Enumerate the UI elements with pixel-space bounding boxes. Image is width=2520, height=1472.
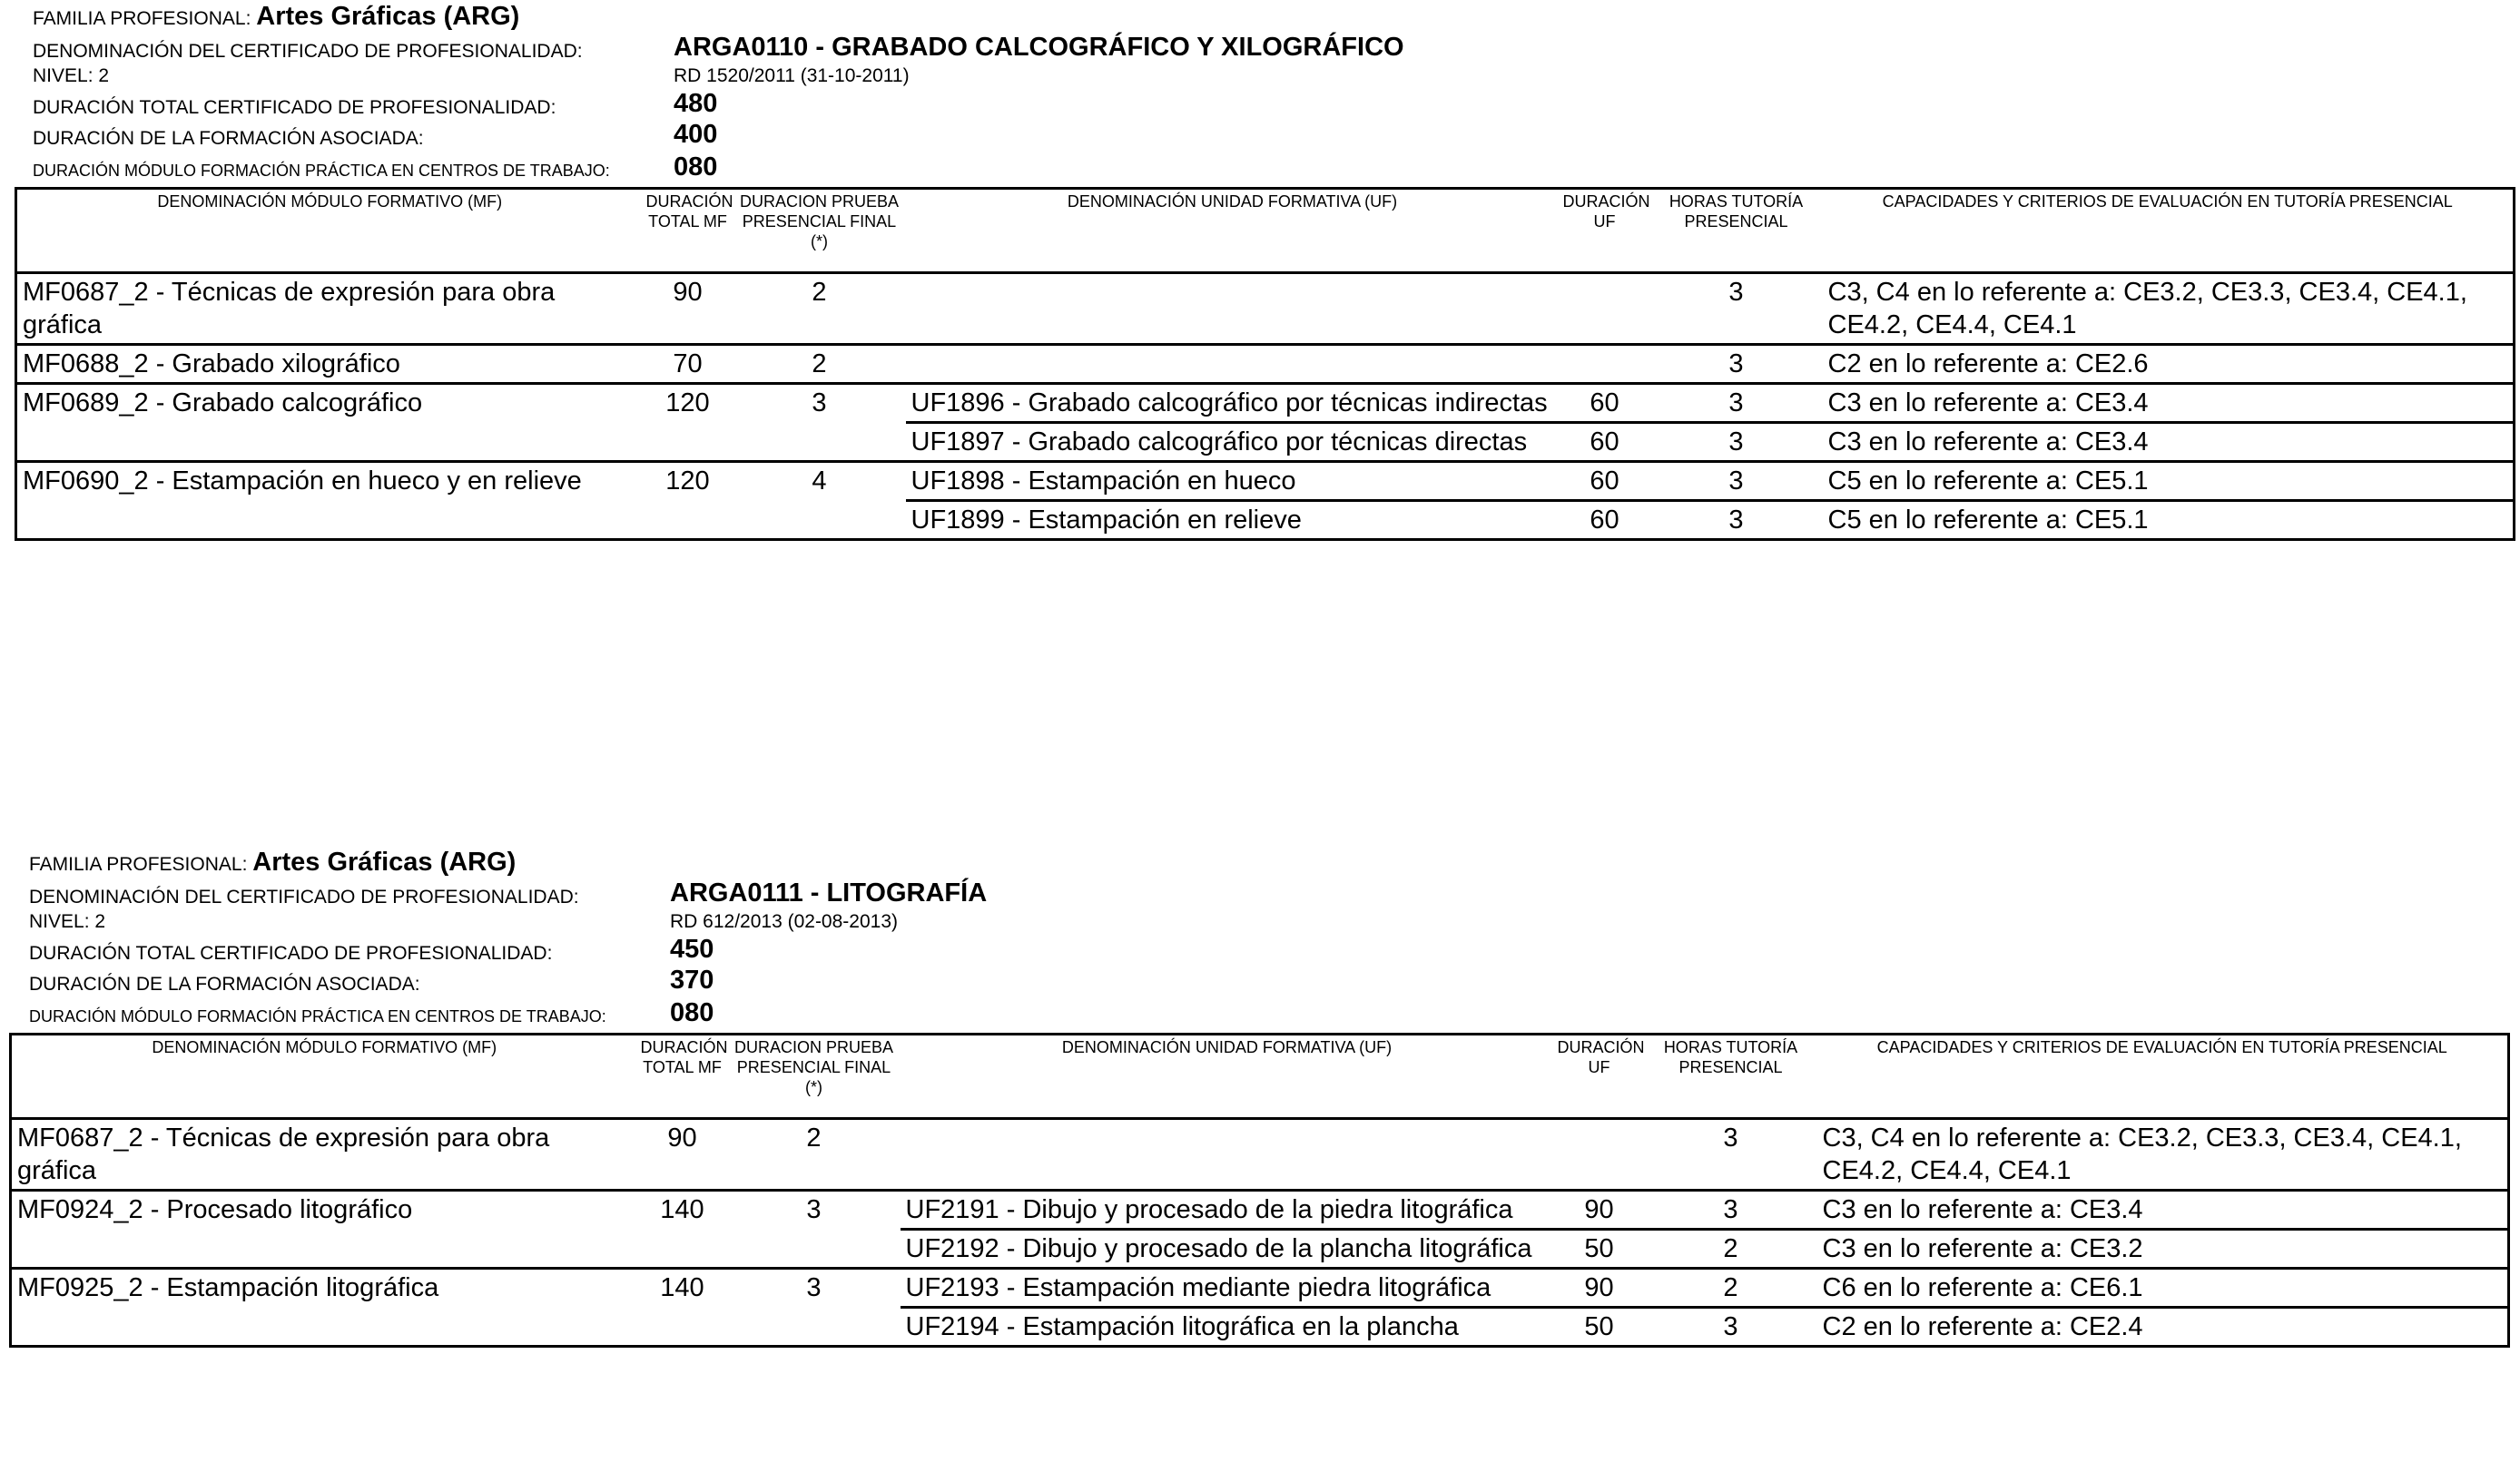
unit-duration [1554, 1119, 1645, 1191]
tutoring-hours: 3 [1723, 1124, 1738, 1153]
unit-name: UF1896 - Grabado calcográfico por técnicas indirectas [906, 384, 1560, 423]
nivel-label: NIVEL: 2 [33, 65, 110, 86]
module-name: MF0925_2 - Estampación litográfica [11, 1269, 637, 1347]
unit-duration: 60 [1560, 501, 1650, 540]
col-header-uf: DENOMINACIÓN UNIDAD FORMATIVA (UF) [906, 189, 1560, 273]
table-row [16, 273, 2515, 345]
col-header-dur-mf: DURACIÓN TOTAL MF [643, 189, 733, 273]
table-row [11, 1191, 2509, 1230]
tutoring-hours: 3 [1728, 278, 1744, 307]
col-header-dur-uf: DURACIÓN UF [1560, 189, 1650, 273]
exam-duration: 2 [806, 1124, 822, 1153]
col-header-prueba: DURACION PRUEBA PRESENCIAL FINAL (*) [733, 189, 906, 273]
duracion-total-value: 450 [670, 935, 714, 964]
duracion-formacion-label: DURACIÓN DE LA FORMACIÓN ASOCIADA: [33, 128, 424, 149]
table-row [11, 1269, 2509, 1308]
tutoring-hours: 3 [1650, 462, 1823, 501]
unit-duration: 60 [1560, 423, 1650, 462]
unit-name [906, 345, 1560, 384]
familia-label: FAMILIA PROFESIONAL: [29, 854, 248, 875]
table-header-row [16, 189, 2515, 273]
module-duration: 140 [637, 1269, 728, 1347]
tutoring-hours: 2 [1645, 1269, 1817, 1308]
duracion-formacion-label: DURACIÓN DE LA FORMACIÓN ASOCIADA: [29, 974, 420, 995]
tutoring-hours: 3 [1650, 501, 1823, 540]
familia-value: Artes Gráficas (ARG) [256, 2, 520, 31]
module-duration: 120 [643, 384, 733, 462]
module-duration: 70 [643, 345, 733, 384]
nivel-label: NIVEL: 2 [29, 911, 106, 932]
tutoring-hours: 3 [1645, 1191, 1817, 1230]
rd-reference: RD 1520/2011 (31-10-2011) [674, 65, 910, 86]
criteria: C3, C4 en lo referente a: CE3.2, CE3.3, CE3.4, CE4.1, CE4.2, CE4.4, CE4.1 [1827, 278, 2467, 339]
unit-name: UF1897 - Grabado calcográfico por técnicas directas [906, 423, 1560, 462]
table-row [16, 345, 2515, 384]
duracion-total-label: DURACIÓN TOTAL CERTIFICADO DE PROFESIONALIDAD: [29, 943, 553, 964]
unit-name: UF2193 - Estampación mediante piedra litográfica [901, 1269, 1554, 1308]
col-header-uf: DENOMINACIÓN UNIDAD FORMATIVA (UF) [901, 1035, 1554, 1119]
col-header-criterios: CAPACIDADES Y CRITERIOS DE EVALUACIÓN EN TUTORÍA PRESENCIAL [1823, 189, 2515, 273]
col-header-mf: DENOMINACIÓN MÓDULO FORMATIVO (MF) [16, 189, 643, 273]
col-header-mf: DENOMINACIÓN MÓDULO FORMATIVO (MF) [11, 1035, 637, 1119]
modules-table-2 [9, 1033, 2510, 1348]
exam-duration: 3 [728, 1269, 901, 1347]
tutoring-hours: 2 [1645, 1230, 1817, 1269]
modules-table-1 [15, 187, 2515, 541]
tutoring-hours: 3 [1650, 345, 1823, 384]
module-duration: 90 [667, 1124, 697, 1153]
criteria: C2 en lo referente a: CE2.6 [1823, 345, 2515, 384]
module-name: MF0687_2 - Técnicas de expresión para obra gráfica [23, 278, 556, 339]
duracion-practica-label: DURACIÓN MÓDULO FORMACIÓN PRÁCTICA EN CENTROS DE TRABAJO: [29, 1007, 606, 1025]
unit-duration: 60 [1560, 384, 1650, 423]
module-name: MF0690_2 - Estampación en hueco y en relieve [16, 462, 643, 540]
familia-label: FAMILIA PROFESIONAL: [33, 8, 251, 29]
duracion-practica-value: 080 [670, 998, 714, 1027]
unit-name: UF2192 - Dibujo y procesado de la plancha litográfica [901, 1230, 1554, 1269]
unit-duration: 60 [1560, 462, 1650, 501]
exam-duration: 2 [812, 278, 827, 307]
exam-duration: 3 [733, 384, 906, 462]
module-duration: 120 [643, 462, 733, 540]
unit-duration [1560, 345, 1650, 384]
col-header-tutoria: HORAS TUTORÍA PRESENCIAL [1650, 189, 1823, 273]
criteria: C5 en lo referente a: CE5.1 [1823, 462, 2515, 501]
unit-name: UF1898 - Estampación en hueco [906, 462, 1560, 501]
module-duration: 90 [673, 278, 703, 307]
exam-duration: 4 [733, 462, 906, 540]
criteria: C6 en lo referente a: CE6.1 [1817, 1269, 2509, 1308]
unit-duration: 50 [1554, 1230, 1645, 1269]
duracion-total-value: 480 [674, 89, 718, 118]
denominacion-label: DENOMINACIÓN DEL CERTIFICADO DE PROFESIONALIDAD: [33, 41, 583, 62]
unit-name [906, 273, 1560, 345]
criteria: C3 en lo referente a: CE3.4 [1823, 423, 2515, 462]
col-header-criterios: CAPACIDADES Y CRITERIOS DE EVALUACIÓN EN TUTORÍA PRESENCIAL [1817, 1035, 2509, 1119]
module-duration: 140 [637, 1191, 728, 1269]
unit-duration: 50 [1554, 1308, 1645, 1347]
denominacion-label: DENOMINACIÓN DEL CERTIFICADO DE PROFESIONALIDAD: [29, 887, 579, 908]
duracion-formacion-value: 370 [670, 966, 714, 995]
tutoring-hours: 3 [1645, 1308, 1817, 1347]
tutoring-hours: 3 [1650, 384, 1823, 423]
duracion-practica-value: 080 [674, 152, 718, 182]
col-header-tutoria: HORAS TUTORÍA PRESENCIAL [1645, 1035, 1817, 1119]
unit-duration [1560, 273, 1650, 345]
rd-reference: RD 612/2013 (02-08-2013) [670, 911, 898, 932]
module-name: MF0689_2 - Grabado calcográfico [16, 384, 643, 462]
table-row [16, 462, 2515, 501]
table-header-row [11, 1035, 2509, 1119]
col-header-prueba: DURACION PRUEBA PRESENCIAL FINAL (*) [728, 1035, 901, 1119]
unit-name: UF2194 - Estampación litográfica en la plancha [901, 1308, 1554, 1347]
criteria: C2 en lo referente a: CE2.4 [1817, 1308, 2509, 1347]
criteria: C3, C4 en lo referente a: CE3.2, CE3.3, CE3.4, CE4.1, CE4.2, CE4.4, CE4.1 [1822, 1124, 2462, 1185]
criteria: C5 en lo referente a: CE5.1 [1823, 501, 2515, 540]
unit-duration: 90 [1554, 1191, 1645, 1230]
criteria: C3 en lo referente a: CE3.2 [1817, 1230, 2509, 1269]
duracion-practica-label: DURACIÓN MÓDULO FORMACIÓN PRÁCTICA EN CENTROS DE TRABAJO: [33, 162, 610, 180]
certificate-code: ARGA0111 - LITOGRAFÍA [670, 878, 988, 908]
tutoring-hours: 3 [1650, 423, 1823, 462]
unit-name: UF2191 - Dibujo y procesado de la piedra litográfica [901, 1191, 1554, 1230]
duracion-formacion-value: 400 [674, 120, 718, 149]
col-header-dur-uf: DURACIÓN UF [1554, 1035, 1645, 1119]
duracion-total-label: DURACIÓN TOTAL CERTIFICADO DE PROFESIONALIDAD: [33, 97, 556, 118]
unit-duration: 90 [1554, 1269, 1645, 1308]
unit-name: UF1899 - Estampación en relieve [906, 501, 1560, 540]
unit-name [901, 1119, 1554, 1191]
table-row [16, 384, 2515, 423]
col-header-dur-mf: DURACIÓN TOTAL MF [637, 1035, 728, 1119]
module-name: MF0688_2 - Grabado xilográfico [16, 345, 643, 384]
familia-value: Artes Gráficas (ARG) [252, 848, 517, 877]
exam-duration: 3 [728, 1191, 901, 1269]
criteria: C3 en lo referente a: CE3.4 [1823, 384, 2515, 423]
certificate-code: ARGA0110 - GRABADO CALCOGRÁFICO Y XILOGRÁFICO [674, 33, 1404, 62]
criteria: C3 en lo referente a: CE3.4 [1817, 1191, 2509, 1230]
table-row [11, 1119, 2509, 1191]
module-name: MF0687_2 - Técnicas de expresión para obra gráfica [17, 1124, 550, 1185]
module-name: MF0924_2 - Procesado litográfico [11, 1191, 637, 1269]
exam-duration: 2 [733, 345, 906, 384]
